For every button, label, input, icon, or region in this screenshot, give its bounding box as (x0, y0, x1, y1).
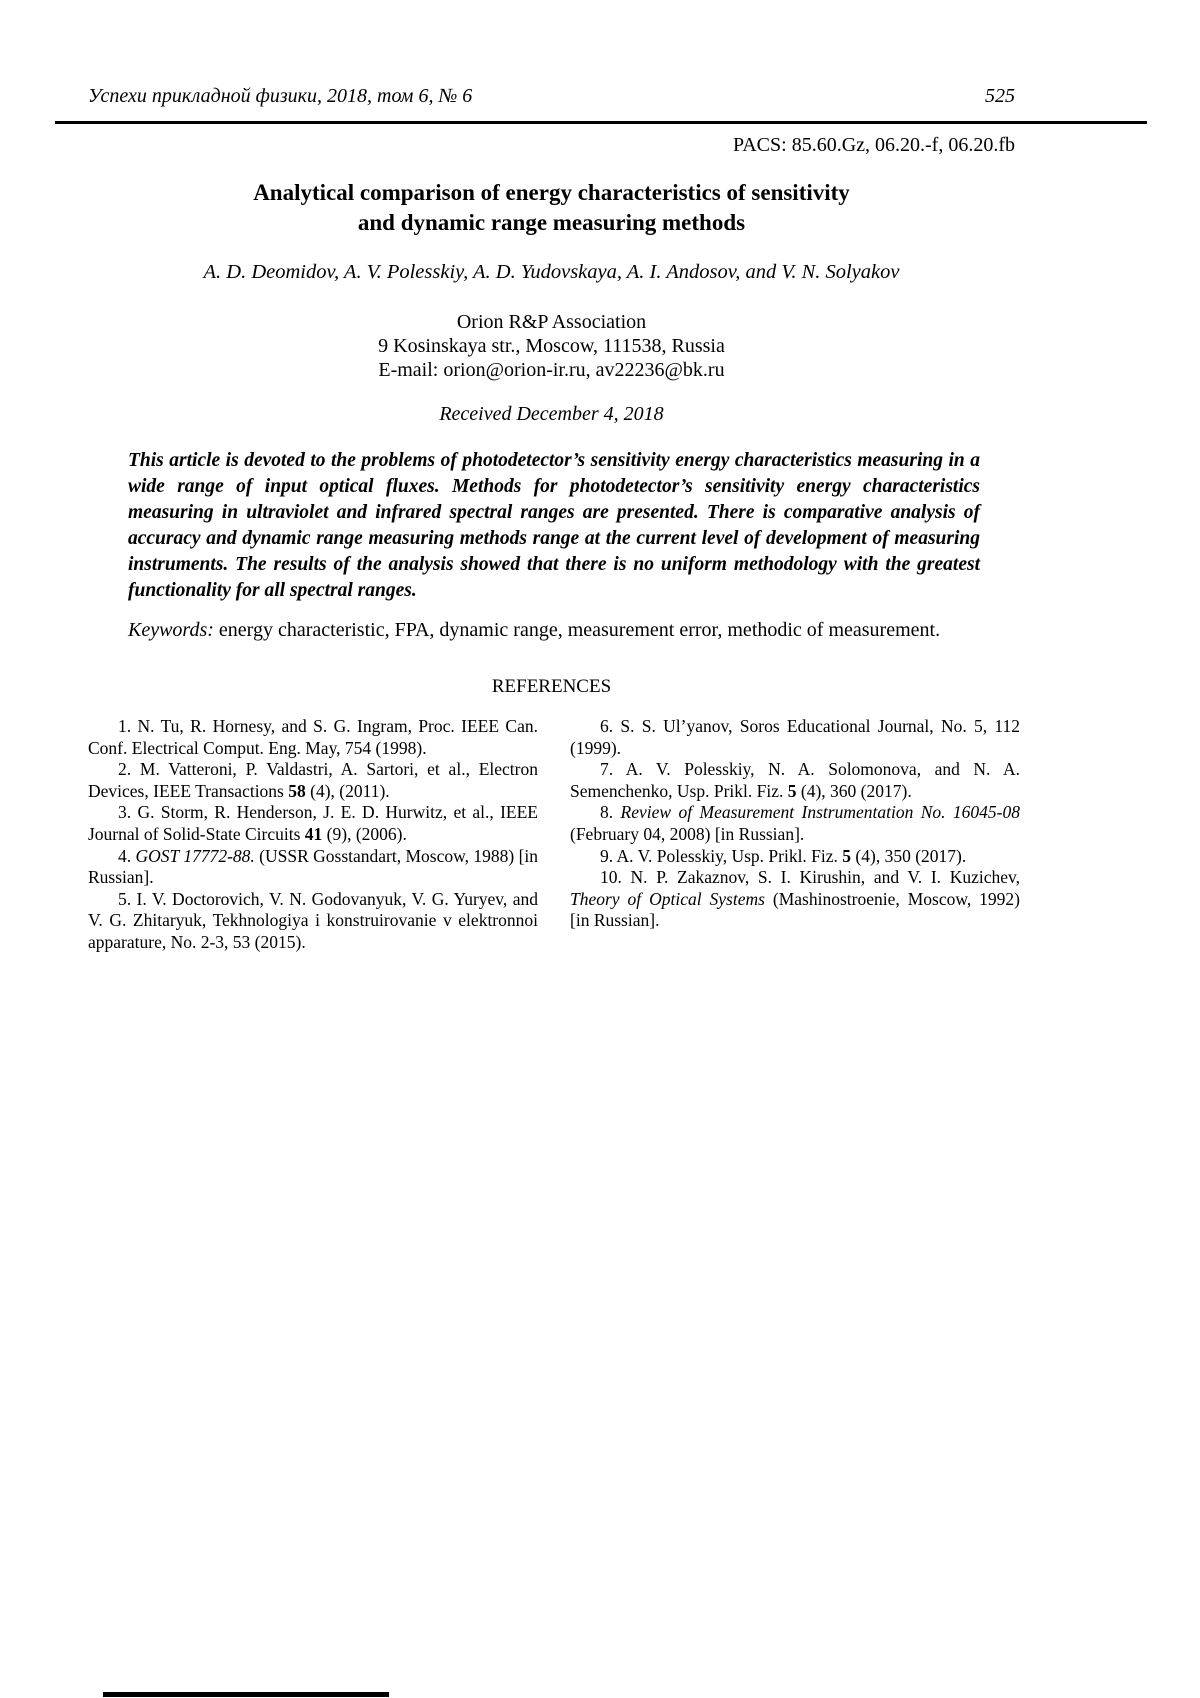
journal-citation: Успехи прикладной физики, 2018, том 6, № 6 (88, 85, 473, 107)
affiliation-name: Orion R&P Association (456, 311, 647, 333)
reference-text: (4), (2011). (305, 780, 390, 801)
reference-text: (Mashinostroenie, Moscow, 1992) [in Russian]. (570, 888, 1020, 931)
reference-item (570, 716, 1020, 759)
reference-item (88, 716, 538, 759)
received-date: Received December 4, 2018 (439, 403, 664, 425)
keywords-label: Keywords: (128, 619, 214, 641)
reference-text: (USSR Gosstandart, Moscow, 1988) [in Russian]. (88, 845, 539, 888)
authors-line: A. D. Deomidov, A. V. Polesskiy, A. D. Yudovskaya, A. I. Andosov, and V. N. Solyakov (203, 261, 900, 283)
reference-text: (4), 350 (2017). (851, 845, 967, 866)
reference-text: 2. M. Vatteroni, P. Valdastri, A. Sartori, et al., Electron Devices, IEEE Transactions (88, 759, 538, 801)
reference-text: 9. A. V. Polesskiy, Usp. Prikl. Fiz. (600, 845, 843, 866)
reference-text: 10. N. P. Zakaznov, S. I. Kirushin, and V. I. Kuzichev, (600, 867, 1020, 888)
reference-text: 3. G. Storm, R. Henderson, J. E. D. Hurwitz, et al., IEEE Journal of Solid-State Circuits (88, 802, 538, 844)
affiliation-email: E-mail: orion@orion-ir.ru, av22236@bk.ru (378, 359, 725, 381)
reference-text: (9), (2006). (322, 823, 407, 844)
reference-text: 1. N. Tu, R. Hornesy, and S. G. Ingram, Proc. IEEE Can. Conf. Electrical Comput. Eng. May, 754 (1998). (88, 716, 538, 758)
affiliation-block (88, 310, 1015, 382)
reference-text: GOST 17772-88. (135, 845, 255, 866)
article-title-line2: and dynamic range measuring methods (357, 210, 746, 235)
references-column-right (570, 716, 1020, 954)
reference-text: 41 (304, 823, 323, 844)
header-rule (55, 121, 1147, 124)
pacs-line: PACS: 85.60.Gz, 06.20.-f, 06.20.fb (732, 134, 1015, 156)
reference-item (570, 759, 1020, 802)
reference-item (570, 802, 1020, 845)
reference-item (88, 802, 538, 845)
running-head (88, 84, 1015, 108)
reference-text: Review of Measurement Instrumentation No. 16045-08 (620, 802, 1021, 823)
affiliation-address: 9 Kosinskaya str., Moscow, 111538, Russia (378, 335, 725, 357)
reference-text: (4), 360 (2017). (796, 780, 912, 801)
abstract-paragraph: This article is devoted to the problems of photodetector’s sensitivity energy characteristics measuring in a wide range of input optical fluxes. Methods for photodetector’s sensitivity energy characteristics measuring in ultraviolet and infrared spectral ranges are presented. There is comparative analysis of accuracy and dynamic range measuring methods range at the current level of development of measuring instruments. The results of the analysis showed that there is no uniform methodology with the greatest functionality for all spectral ranges. (128, 450, 980, 601)
reference-item (88, 759, 538, 802)
reference-text: 5. I. V. Doctorovich, V. N. Godovanyuk, V. G. Yuryev, and V. G. Zhitaryuk, Tekhnologiya i konstruirovanie v elektronnoi apparature, No. 2-3, 53 (2015). (88, 888, 538, 952)
page-number: 525 (985, 85, 1015, 107)
reference-text: (February 04, 2008) [in Russian]. (570, 823, 805, 844)
reference-text: 5 (842, 845, 852, 866)
reference-text: 5 (787, 780, 797, 801)
reference-text: 58 (288, 780, 306, 801)
reference-text: 4. (118, 845, 136, 866)
reference-item (570, 846, 1020, 868)
keywords-line (128, 618, 985, 642)
reference-item (570, 867, 1020, 932)
reference-item (88, 889, 538, 954)
reference-text: 7. A. V. Polesskiy, N. A. Solomonova, and N. A. Semenchenko, Usp. Prikl. Fiz. (570, 759, 1020, 801)
references-heading: REFERENCES (491, 676, 612, 697)
references-column-left (88, 716, 538, 954)
article-title-line1: Analytical comparison of energy characteristics of sensitivity (253, 180, 850, 205)
scan-edge-artifact (103, 1692, 389, 1697)
article-title (88, 178, 1015, 238)
reference-item (88, 846, 538, 889)
reference-text: 6. S. S. Ul’yanov, Soros Educational Journal, No. 5, 112 (1999). (570, 716, 1020, 758)
references-section (88, 716, 1020, 954)
reference-text: 8. (600, 802, 621, 823)
reference-text: Theory of Optical Systems (570, 888, 765, 909)
keywords-text: energy characteristic, FPA, dynamic range, measurement error, methodic of measurement. (213, 619, 941, 641)
